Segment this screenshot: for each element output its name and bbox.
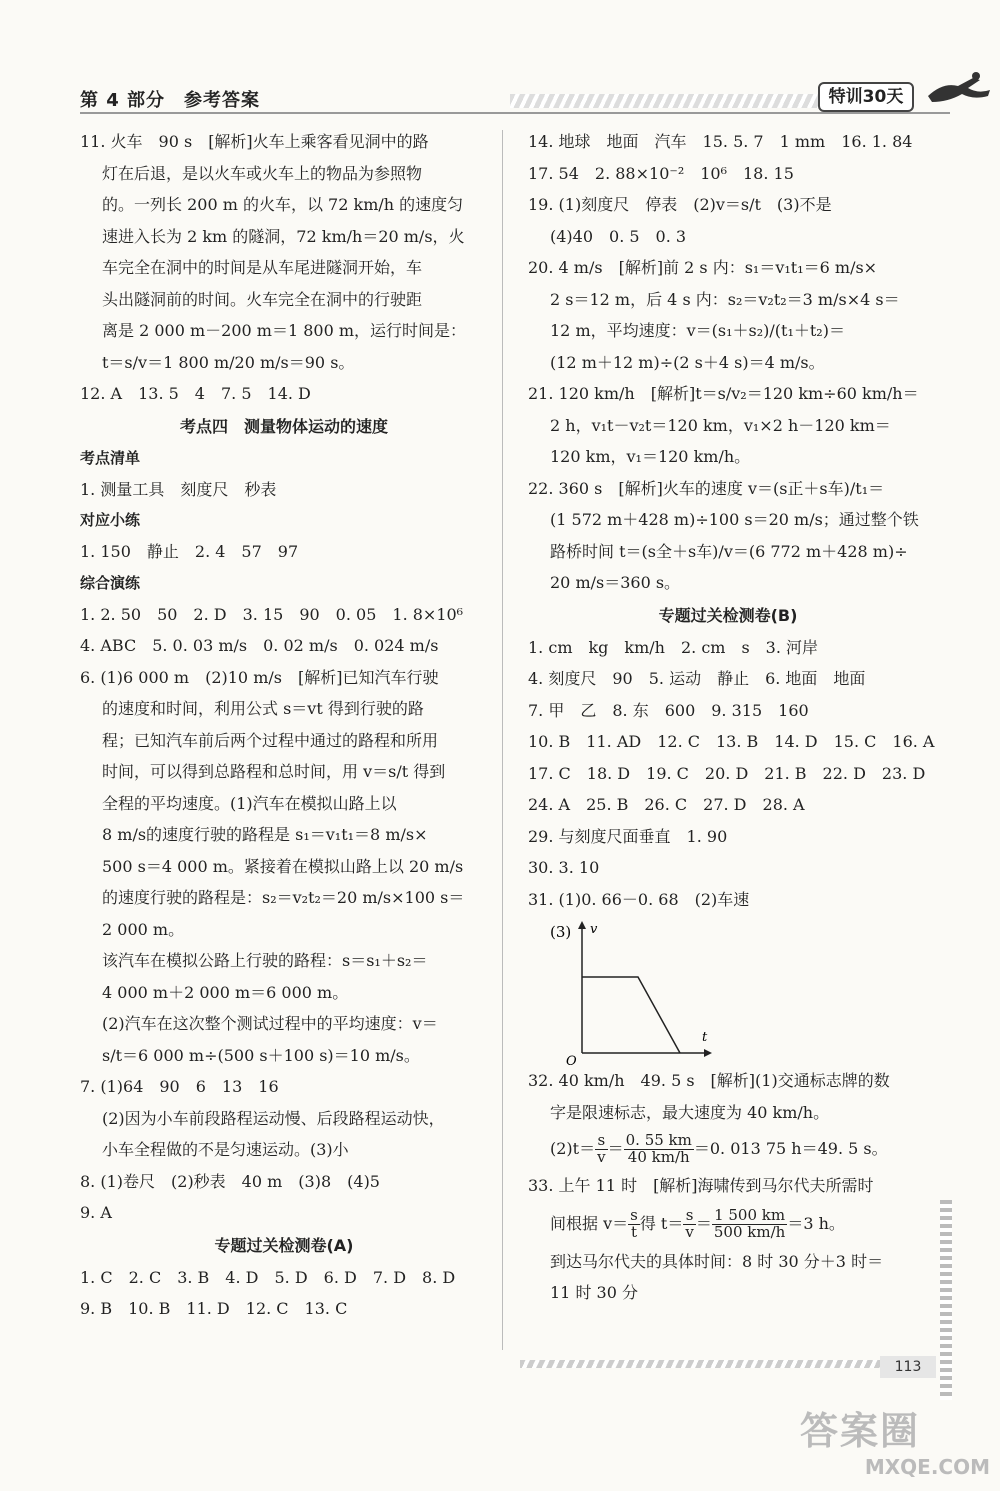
formula-text: 得 t＝: [639, 1213, 684, 1233]
section-title: 专题过关检测卷(A): [214, 1235, 354, 1255]
answer-line: 时间，可以得到总路程和总时间，用 v＝s/t 得到: [102, 762, 446, 781]
answer-line: 6. (1)6 000 m (2)10 m/s [解析]已知汽车行驶: [80, 667, 439, 687]
y-axis-arrow: [578, 921, 586, 929]
watermark-url: MXQE.COM: [864, 1455, 990, 1479]
column-divider: [502, 130, 503, 1350]
left-column: [80, 126, 488, 1325]
answer-line: 1. 2. 50 50 2. D 3. 15 90 0. 05 1. 8×10⁶: [80, 604, 464, 624]
answer-line: 速进入长为 2 km 的隧洞，72 km/h＝20 m/s，火: [102, 226, 465, 246]
answer-line: 路桥时间 t＝(s全＋s车)/v＝(6 772 m＋428 m)÷: [550, 541, 908, 561]
fraction: $\frac{s}{t}$: [630, 1205, 638, 1241]
fraction: $\frac{s}{v}$: [685, 1205, 694, 1241]
answer-line: 2 000 m。: [102, 919, 185, 939]
watermark-logo: 答案圈: [800, 1409, 921, 1453]
answer-line: 4. ABC 5. 0. 03 m/s 0. 02 m/s 0. 024 m/s: [80, 636, 439, 655]
answer-line: 17. 54 2. 88×10⁻² 10⁶ 18. 15: [528, 163, 794, 183]
answer-line: 8 m/s的速度行驶的路程是 s₁＝v₁t₁＝8 m/s×: [102, 825, 428, 844]
answer-line: 2 h，v₁t－v₂t＝120 km，v₁×2 h－120 km＝: [550, 415, 891, 435]
formula-text: 间根据 v＝: [550, 1213, 629, 1233]
graph-label: (3): [550, 923, 572, 941]
fraction: $\frac{1 500 km}{500 km/h}$: [713, 1205, 786, 1241]
answer-line: 21. 120 km/h [解析]t＝s/v₂＝120 km÷60 km/h＝: [528, 384, 919, 403]
answer-line: (4)40 0. 5 0. 3: [550, 226, 687, 246]
header-rule: [80, 112, 950, 114]
answer-line: 2 s＝12 m，后 4 s 内：s₂＝v₂t₂＝3 m/s×4 s＝: [550, 289, 900, 309]
fraction: $\frac{0. 55 km}{40 km/h}$: [625, 1131, 692, 1166]
origin-label: O: [566, 1054, 577, 1065]
answer-line: 500 s＝4 000 m。紧接着在模拟山路上以 20 m/s: [102, 856, 464, 876]
answer-line: 22. 360 s [解析]火车的速度 v＝(s正＋s车)/t₁＝: [528, 478, 885, 498]
x-axis-label: t: [702, 1030, 708, 1045]
answer-line: 33. 上午 11 时 [解析]海啸传到马尔代夫所需时: [528, 1176, 874, 1195]
answer-line: 7. 甲 乙 8. 东 600 9. 315 160: [528, 700, 809, 720]
answer-line: 32. 40 km/h 49. 5 s [解析](1)交通标志牌的数: [528, 1071, 890, 1090]
vt-graph-svg: [528, 915, 728, 1065]
runner-icon: [918, 72, 998, 112]
answer-line: 灯在后退，是以火车或火车上的物品为参照物: [102, 163, 423, 183]
fraction: $\frac{s}{v}$: [597, 1131, 606, 1166]
formula-text: ＝: [607, 1139, 624, 1158]
answer-line: (2)汽车在这次整个测试过程中的平均速度：v＝: [102, 1014, 438, 1033]
header-title: 第 4 部分 参考答案: [80, 90, 261, 111]
answer-line: 8. (1)卷尺 (2)秒表 40 m (3)8 (4)5: [80, 1171, 380, 1191]
answer-line: 20 m/s＝360 s。: [550, 573, 681, 592]
answer-line: 31. (1)0. 66－0. 68 (2)车速: [528, 889, 750, 909]
answer-line: 程；已知汽车前后两个过程中通过的路程和所用: [102, 730, 439, 750]
answer-line: t＝s/v＝1 800 m/20 m/s＝90 s。: [102, 352, 355, 372]
section-title: 考点四 测量物体运动的速度: [179, 416, 388, 436]
answer-line: 4. 刻度尺 90 5. 运动 静止 6. 地面 地面: [528, 669, 866, 688]
subsection-title: 综合演练: [80, 573, 141, 592]
answer-line: (2)因为小车前段路程运动慢、后段路程运动快，: [102, 1108, 445, 1128]
answer-line: 的。一列长 200 m 的火车，以 72 km/h 的速度匀: [102, 195, 464, 214]
right-column: [528, 126, 935, 1309]
answer-line: 17. C 18. D 19. C 20. D 21. B 22. D 23. D: [528, 763, 926, 783]
answer-line: 9. A: [80, 1203, 112, 1222]
section-title: 专题过关检测卷(B): [658, 605, 798, 625]
page-number: 113: [880, 1356, 936, 1378]
formula-text: (2)t＝: [550, 1139, 596, 1158]
answer-line: 9. B 10. B 11. D 12. C 13. C: [80, 1299, 348, 1318]
answer-line: 1. 测量工具 刻度尺 秒表: [80, 479, 277, 499]
answer-line: 30. 3. 10: [528, 858, 600, 877]
watermark: [800, 1400, 990, 1480]
answer-formula-line: [528, 1202, 928, 1246]
page-header: [80, 80, 950, 116]
formula-text: ＝3 h。: [787, 1213, 845, 1233]
subsection-title: 对应小练: [80, 511, 141, 529]
answer-line: 车完全在洞中的时间是从车尾进隧洞开始，车: [102, 258, 423, 277]
subsection-title: 考点清单: [80, 448, 141, 467]
answer-line: 29. 与刻度尺面垂直 1. 90: [528, 826, 728, 846]
answer-line: 4 000 m＋2 000 m＝6 000 m。: [102, 982, 349, 1002]
answer-line: 12. A 13. 5 4 7. 5 14. D: [80, 384, 311, 403]
formula-text: ＝: [695, 1213, 712, 1233]
answer-line: 离是 2 000 m－200 m＝1 800 m，运行时间是：: [102, 321, 467, 340]
answer-line: 14. 地球 地面 汽车 15. 5. 7 1 mm 16. 1. 84: [528, 132, 913, 151]
answer-line: 头出隧洞前的时间。火车完全在洞中的行驶距: [102, 289, 423, 309]
answer-line: 全程的平均速度。(1)汽车在模拟山路上以: [102, 793, 397, 813]
answer-line: 24. A 25. B 26. C 27. D 28. A: [528, 795, 805, 814]
answer-line: 120 km，v₁＝120 km/h。: [550, 447, 751, 466]
answer-line: 的速度行驶的路程是：s₂＝v₂t₂＝20 m/s×100 s＝: [102, 888, 465, 907]
answer-formula-line: [528, 1128, 928, 1170]
answer-line: 字是限速标志，最大速度为 40 km/h。: [550, 1102, 830, 1122]
answer-line: (1 572 m＋428 m)÷100 s＝20 m/s；通过整个铁: [550, 510, 919, 529]
answer-line: 11 时 30 分: [550, 1283, 638, 1302]
answer-line: (12 m＋12 m)÷(2 s＋4 s)＝4 m/s。: [550, 352, 825, 372]
footer-decoration-bar: [520, 1360, 880, 1368]
answer-line: 到达马尔代夫的具体时间：8 时 30 分＋3 时＝: [550, 1251, 884, 1271]
answer-line: 19. (1)刻度尺 停表 (2)v＝s/t (3)不是: [528, 195, 832, 214]
answer-line: 11. 火车 90 s [解析]火车上乘客看见洞中的路: [80, 132, 429, 151]
velocity-curve: [582, 977, 680, 1053]
answer-line: 7. (1)64 90 6 13 16: [80, 1077, 279, 1096]
answer-line: 12 m，平均速度：v＝(s₁＋s₂)/(t₁＋t₂)＝: [550, 321, 845, 340]
answer-line: 1. cm kg km/h 2. cm s 3. 河岸: [528, 637, 819, 657]
answer-line: 该汽车在模拟公路上行驶的路程：s＝s₁＋s₂＝: [102, 951, 428, 970]
header-badge: 特训30天: [818, 82, 914, 112]
answer-line: 1. C 2. C 3. B 4. D 5. D 6. D 7. D 8. D: [80, 1267, 456, 1287]
y-axis-label: v: [590, 922, 598, 937]
answer-line: 1. 150 静止 2. 4 57 97: [80, 542, 299, 561]
answer-line: 20. 4 m/s [解析]前 2 s 内：s₁＝v₁t₁＝6 m/s×: [528, 258, 878, 277]
x-axis-arrow: [704, 1049, 712, 1057]
answer-line: 小车全程做的不是匀速运动。(3)小: [102, 1140, 349, 1159]
header-decoration-bar: [510, 94, 830, 108]
formula-text: ＝0. 013 75 h＝49. 5 s。: [693, 1139, 888, 1158]
side-decoration: [940, 1200, 952, 1400]
velocity-time-graph: [528, 915, 928, 1065]
answer-line: s/t＝6 000 m÷(500 s＋100 s)＝10 m/s。: [102, 1045, 420, 1065]
answer-line: 的速度和时间，利用公式 s＝vt 得到行驶的路: [102, 699, 424, 718]
answer-line: 10. B 11. AD 12. C 13. B 14. D 15. C 16. A: [528, 732, 935, 751]
